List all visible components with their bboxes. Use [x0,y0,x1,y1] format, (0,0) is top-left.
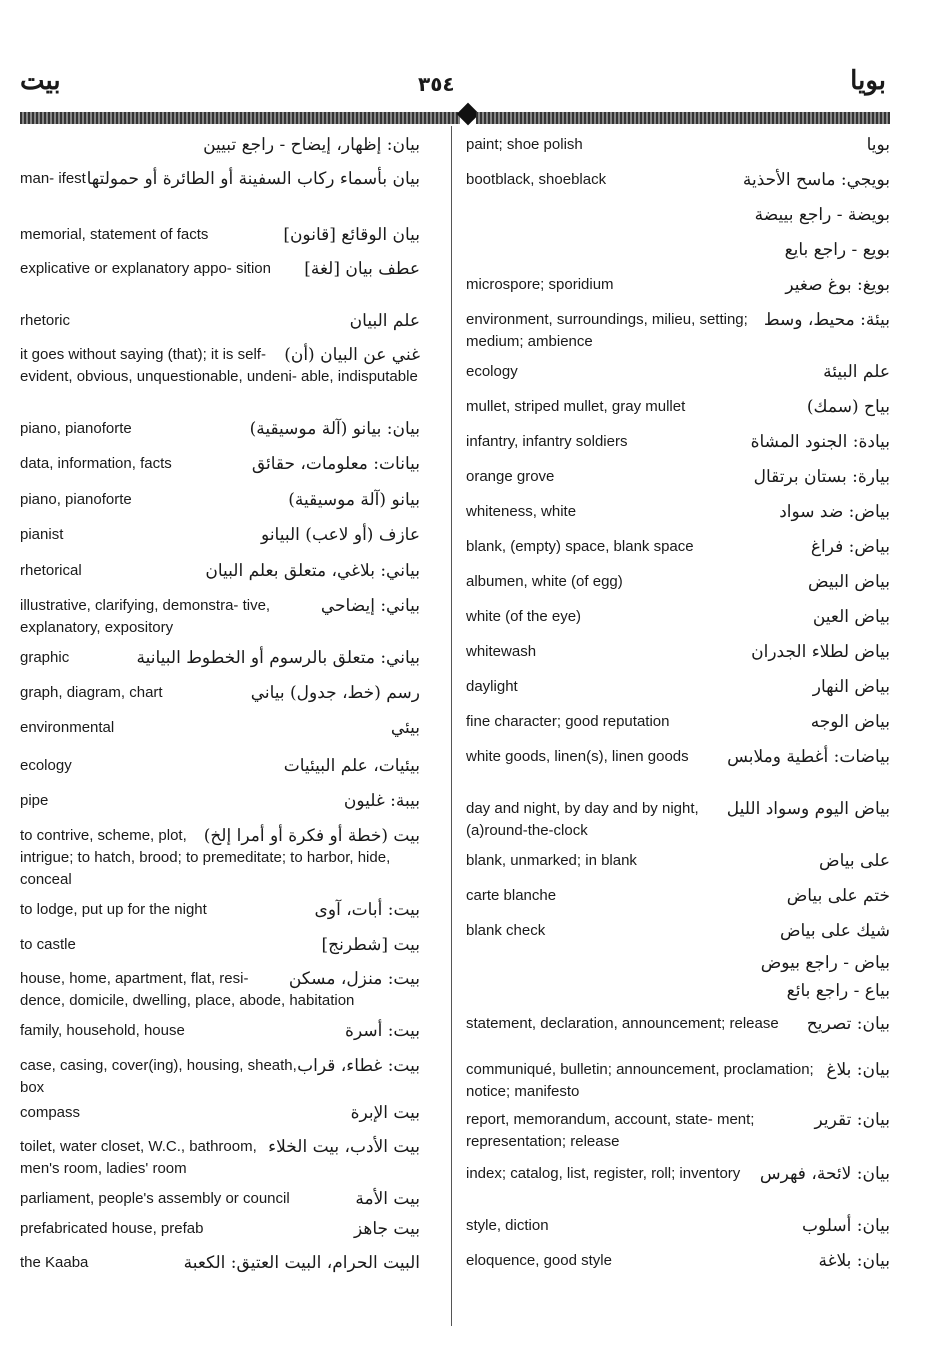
dictionary-entry [20,825,420,899]
dictionary-entry [466,169,890,204]
arabic-headword: ختم على بياض [786,886,890,906]
dictionary-entry [20,258,420,310]
dictionary-entry [20,647,420,682]
dictionary-entry [20,134,420,168]
english-translation: pianist [20,526,64,543]
arabic-headword: بياني: بلاغي، متعلق بعلم البيان [205,561,420,581]
english-translation: statement, declaration, announcement; release [466,1015,779,1032]
arabic-headword: بيادة: الجنود المشاة [750,432,890,452]
header-rule-right [476,112,890,124]
arabic-headword: بيان بأسماء ركاب السفينة أو الطائرة أو حمولتها [86,169,420,189]
arabic-headword: بيان: تقرير [814,1110,890,1130]
dictionary-entry [466,134,890,169]
arabic-headword: بياضات: أغطية وملابس [727,747,890,767]
english-translation: ecology [466,363,518,380]
dictionary-entry [466,1250,890,1285]
arabic-headword: بيت: منزل، مسكن [288,969,420,989]
page-number: ٣٥٤ [418,72,455,96]
dictionary-entry [466,746,890,798]
arabic-headword: بيت: غطاء، قراب [297,1056,420,1076]
dictionary-entry [466,396,890,431]
arabic-headword: بياض: ضد سواد [779,502,890,522]
guide-word-left: بيت [20,66,61,96]
arabic-headword: بياض النهار [812,677,890,697]
english-translation: pipe [20,792,49,809]
arabic-headword: شيك على بياض [779,921,890,941]
english-translation: day and night, by day and by night, (a)round-the-clock [466,800,699,839]
english-translation: to lodge, put up for the night [20,901,207,918]
dictionary-entry [20,560,420,595]
arabic-headword: بيت: أبات، آوى [314,900,420,920]
arabic-headword: بيت [شطرنج] [321,935,420,955]
dictionary-entry [20,717,420,755]
english-translation: piano, pianoforte [20,420,132,437]
english-translation: graphic [20,649,70,666]
english-translation: rhetorical [20,562,82,579]
arabic-headword: عازف (أو لاعب) البيانو [261,525,420,545]
english-translation: memorial, statement of facts [20,226,209,243]
english-translation: infantry, infantry soldiers [466,433,628,450]
arabic-headword: بيان: أسلوب [801,1216,890,1236]
english-translation: blank, unmarked; in blank [466,852,637,869]
dictionary-entry [20,224,420,258]
english-translation: style, diction [466,1217,549,1234]
dictionary-entry [20,418,420,453]
arabic-headword: بيان: بلاغة [818,1251,890,1271]
dictionary-entry [20,489,420,524]
english-translation: parliament, people's assembly or council [20,1190,290,1207]
arabic-headword: بويغ: بوغ صغير [785,275,890,295]
arabic-headword: بياض: فراغ [810,537,890,557]
dictionary-entry [20,755,420,790]
arabic-headword: بويضة - راجع بييضة [754,205,890,225]
english-translation: daylight [466,678,518,695]
dictionary-entry [466,431,890,466]
english-translation: whitewash [466,643,537,660]
english-translation: mullet, striped mullet, gray mullet [466,398,686,415]
arabic-headword: بياني: إيضاحي [320,596,420,616]
arabic-headword: عطف بيان [لغة] [304,259,420,279]
arabic-headword: بيت الإبرة [350,1103,420,1123]
dictionary-entry [466,239,890,274]
dictionary-entry [20,682,420,717]
english-translation: environmental [20,719,115,736]
arabic-headword: بيئة: محيط، وسط [763,310,890,330]
page-header [0,62,934,102]
dictionary-entry [20,524,420,560]
dictionary-entry [466,536,890,571]
english-translation: white (of the eye) [466,608,582,625]
arabic-headword: بياض لطلاء الجدران [751,642,890,662]
arabic-headword: علم البيان [349,311,420,331]
dictionary-entry [20,1188,420,1218]
dictionary-entry [466,1163,890,1215]
arabic-headword: بيارة: بستان برتقال [753,467,890,487]
arabic-headword: بيان: لائحة، فهرس [759,1164,890,1184]
english-translation: carte blanche [466,887,557,904]
guide-word-right: بويا [850,66,886,96]
english-translation: ecology [20,757,72,774]
arabic-headword: بيان الوقائع [قانون] [283,225,420,245]
arabic-headword: بيت: أسرة [345,1021,420,1041]
english-translation: blank, (empty) space, blank space [466,538,694,555]
dictionary-entry [466,798,890,850]
dictionary-entry [466,676,890,711]
english-translation: environment, surroundings, milieu, setting; medium; ambience [466,311,748,350]
arabic-headword: بيبة: غليون [343,791,420,811]
dictionary-entry [466,606,890,641]
arabic-headword: على بياض [819,851,890,871]
dictionary-entry [466,361,890,396]
english-translation: compass [20,1104,81,1121]
arabic-headword: بياض - راجع بيوض [760,953,890,973]
dictionary-entry [466,274,890,309]
arabic-headword: غني عن البيان (أن) [284,345,420,365]
dictionary-entry [466,309,890,361]
arabic-headword: بيانات: معلومات، حقائق [251,454,420,474]
dictionary-entry [20,790,420,825]
dictionary-entry [20,1102,420,1136]
arabic-headword: بياح (سمك) [806,397,890,417]
dictionary-entry [20,1252,420,1286]
english-translation: white goods, linen(s), linen goods [466,748,689,765]
english-translation: explicative or explanatory appo- sition [20,260,271,277]
arabic-headword: رسم (خط، جدول) بياني [250,683,420,703]
arabic-headword: بياني: متعلق بالرسوم أو الخطوط البيانية [136,648,420,668]
english-translation: man- ifest [20,170,86,187]
arabic-headword: بيان: بيانو (آلة موسيقية) [249,419,420,439]
dictionary-entry [20,1218,420,1252]
english-translation: graph, diagram, chart [20,684,163,701]
english-translation: family, household, house [20,1022,185,1039]
english-translation: data, information, facts [20,455,172,472]
arabic-headword: بياض الوجه [810,712,890,732]
dictionary-entry [466,952,890,980]
english-translation: albumen, white (of egg) [466,573,623,590]
arabic-headword: بياض العين [812,607,890,627]
dictionary-entry [20,899,420,934]
dictionary-entry [466,920,890,952]
arabic-headword: بيان: تصريح [806,1014,890,1034]
dictionary-entry [20,310,420,344]
arabic-headword: بيان: بلاغ [826,1060,890,1080]
dictionary-entry [466,1059,890,1109]
english-translation: report, memorandum, account, state- ment; representation; release [466,1111,755,1150]
dictionary-entry [20,968,420,1020]
english-translation: house, home, apartment, flat, resi- dence, domicile, dwelling, place, abode, habitation [20,970,355,1009]
arabic-headword: بويع - راجع بايع [784,240,890,260]
english-translation: to contrive, scheme, plot, intrigue; to hatch, brood; to premeditate; to harbor, hide, conceal [20,827,391,888]
english-translation: whiteness, white [466,503,577,520]
english-translation: rhetoric [20,312,71,329]
dictionary-entry [466,711,890,746]
left-column [20,134,420,1286]
arabic-headword: بويجي: ماسح الأحذية [742,170,890,190]
english-translation: microspore; sporidium [466,276,614,293]
dictionary-entry [20,1136,420,1188]
arabic-headword: بياض البيض [808,572,890,592]
dictionary-entry [20,1020,420,1055]
dictionary-entry [20,344,420,418]
arabic-headword: بياع - راجع بائع [786,981,890,1001]
dictionary-entry [466,571,890,606]
dictionary-entry [466,466,890,501]
arabic-headword: بيئيات، علم البيئيات [283,756,420,776]
dictionary-entry [466,501,890,536]
english-translation: paint; shoe polish [466,136,583,153]
arabic-headword: البيت الحرام، البيت العتيق: الكعبة [183,1253,420,1273]
english-translation: blank check [466,922,546,939]
arabic-headword: بيئي [390,718,420,738]
english-translation: piano, pianoforte [20,491,132,508]
dictionary-entry [466,885,890,920]
english-translation: index; catalog, list, register, roll; inventory [466,1165,741,1182]
arabic-headword: بيت (خطة أو فكرة أو أمرا إلخ) [203,826,420,846]
english-translation: illustrative, clarifying, demonstra- tive, explanatory, expository [20,597,271,636]
english-translation: it goes without saying (that); it is self-evident, obvious, unquestionable, undeni- able, indisputable [20,346,418,385]
english-translation: the Kaaba [20,1254,89,1271]
english-translation: toilet, water closet, W.C., bathroom, men's room, ladies' room [20,1138,257,1177]
english-translation: to castle [20,936,76,953]
arabic-headword: بيت الأدب، بيت الخلاء [268,1137,420,1157]
dictionary-entry [466,1109,890,1163]
dictionary-entry [466,980,890,1013]
arabic-headword: بويا [866,135,890,155]
dictionary-entry [466,850,890,885]
english-translation: fine character; good reputation [466,713,670,730]
dictionary-entry [20,934,420,968]
dictionary-entry [466,1215,890,1250]
dictionary-entry [466,204,890,239]
dictionary-entry [466,1013,890,1059]
english-translation: communiqué, bulletin; announcement, proclamation; notice; manifesto [466,1061,814,1100]
arabic-headword: بيان: إظهار، إيضاح - راجع تبيين [203,135,420,155]
english-translation: case, casing, cover(ing), housing, sheath, box [20,1057,297,1096]
dictionary-entry [20,1055,420,1102]
english-translation: eloquence, good style [466,1252,612,1269]
english-translation: bootblack, shoeblack [466,171,607,188]
english-translation: prefabricated house, prefab [20,1220,204,1237]
arabic-headword: بيت الأمة [355,1189,420,1209]
right-column [466,134,890,1285]
header-rule-left [20,112,460,124]
arabic-headword: علم البيئة [823,362,890,382]
arabic-headword: بيانو (آلة موسيقية) [288,490,420,510]
arabic-headword: بياض اليوم وسواد الليل [726,799,890,819]
dictionary-entry [20,453,420,489]
dictionary-entry [466,641,890,676]
english-translation: orange grove [466,468,555,485]
dictionary-entry [20,168,420,224]
dictionary-entry [20,595,420,647]
column-divider [451,126,452,1326]
arabic-headword: بيت جاهز [354,1219,420,1239]
